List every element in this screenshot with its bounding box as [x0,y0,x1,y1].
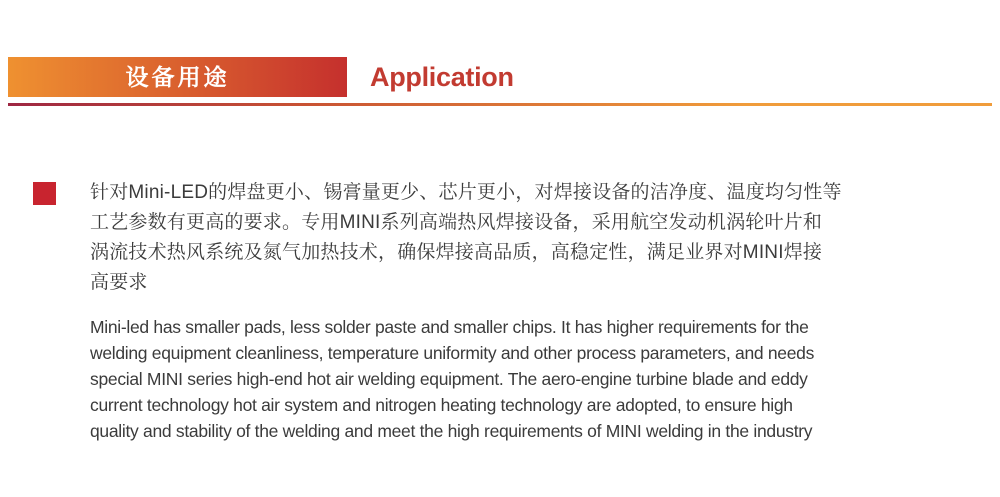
paragraph-en [90,314,880,444]
paragraph-en-line: welding equipment cleanliness, temperature uniformity and other process parameters, and needs [90,343,815,363]
paragraph-zh-line: 工艺参数有更高的要求。专用MINI系列高端热风焊接设备，采用航空发动机涡轮叶片和 [90,212,823,233]
divider-line [8,103,992,106]
paragraph-en-line: Mini-led has smaller pads, less solder paste and smaller chips. It has higher requirements for the [90,317,809,337]
paragraph-zh-line: 涡流技术热风系统及氮气加热技术，确保焊接高品质，高稳定性，满足业界对MINI焊接 [90,242,823,263]
paragraph-en-line: special MINI series high-end hot air welding equipment. The aero-engine turbine blade and eddy [90,369,808,389]
paragraph-zh-line: 高要求 [90,272,148,293]
paragraph-zh [90,178,842,298]
paragraph-zh-line: 针对Mini-LED的焊盘更小、锡膏量更少、芯片更小，对焊接设备的洁净度、温度均匀性等 [90,182,842,203]
paragraph-en-line: current technology hot air system and nitrogen heating technology are adopted, to ensure high [90,395,793,415]
section-banner [8,57,347,97]
section-title-zh: 设备用途 [125,63,230,90]
section-title-en: Application [370,61,514,92]
bullet-square [33,182,56,205]
paragraph-en-line: quality and stability of the welding and meet the high requirements of MINI welding in the industry [90,421,813,441]
